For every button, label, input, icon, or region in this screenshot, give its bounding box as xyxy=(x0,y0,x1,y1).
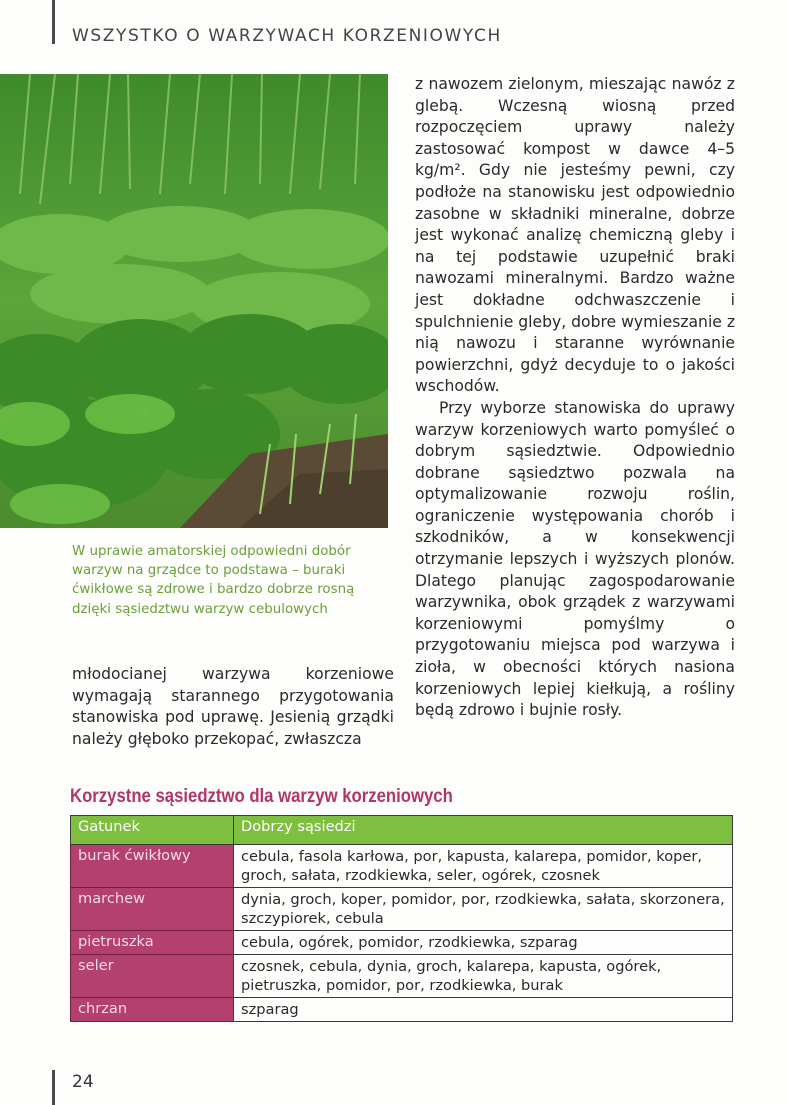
garden-photo-image xyxy=(0,74,388,528)
table-row xyxy=(71,955,733,998)
neighbors-cell: dynia, groch, koper, pomidor, por, rzodkiewka, sałata, skorzonera, szczypiorek, cebula xyxy=(234,888,733,931)
table-header-row xyxy=(71,816,733,845)
species-cell: burak ćwikłowy xyxy=(71,845,234,888)
neighbors-cell: cebula, ogórek, pomidor, rzodkiewka, szparag xyxy=(234,931,733,955)
photo-caption: W uprawie amatorskiej odpowiedni dobór warzyw na grządce to podstawa – buraki ćwikłowe są zdrowe i bardzo dobrze rosną dzięki sąsiedztwu warzyw cebulowych xyxy=(72,544,355,617)
neighbors-cell: cebula, fasola karłowa, por, kapusta, kalarepa, pomidor, koper, groch, sałata, rzodkiewka, seler, ogórek, czosnek xyxy=(234,845,733,888)
page-number: 24 xyxy=(72,1072,94,1092)
species-cell: chrzan xyxy=(71,998,234,1022)
neighbors-cell: czosnek, cebula, dynia, groch, kalarepa, kapusta, ogórek, pietruszka, pomidor, por, rzodkiewka, burak xyxy=(234,955,733,998)
garden-photo xyxy=(0,74,388,528)
table-row xyxy=(71,931,733,955)
running-header: WSZYSTKO O WARZYWACH KORZENIOWYCH xyxy=(72,26,502,46)
table-title: Korzystne sąsiedztwo dla warzyw korzeniowych xyxy=(70,786,453,807)
footer-rule xyxy=(52,1070,55,1105)
column-header-species: Gatunek xyxy=(71,816,234,845)
header-rule xyxy=(52,0,55,44)
species-cell: seler xyxy=(71,955,234,998)
neighbors-cell: szparag xyxy=(234,998,733,1022)
species-cell: pietruszka xyxy=(71,931,234,955)
body-column-left xyxy=(72,664,394,750)
table-row xyxy=(71,845,733,888)
body-paragraph: z nawozem zielonym, mieszając nawóz z glebą. Wczesną wiosną przed rozpoczęciem uprawy należy zastosować kompost w dawce 4–5 kg/m². Gdy nie jesteśmy pewni, czy podłoże na stanowisku jest odpowiednio zasobne w składniki mineralne, dobrze jest wykonać analizę chemiczną gleby i na tej podstawie uzupełnić braki nawozami mineralnymi. Bardzo ważne jest dokładne odchwaszczenie i spulchnienie gleby, dobre wymieszanie z nią nawozu i staranne wyrównanie powierzchni, gdyż decyduje to o jakości wschodów. xyxy=(415,75,736,396)
neighbors-table xyxy=(70,815,733,1022)
body-paragraph: młodocianej warzywa korzeniowe wymagają starannego przygotowania stanowiska pod uprawę. Jesienią grządki należy głęboko przekopać, zwłaszcza xyxy=(72,665,394,748)
body-column-right xyxy=(415,74,735,722)
column-header-neighbors: Dobrzy sąsiedzi xyxy=(234,816,733,845)
body-paragraph: Przy wyborze stanowiska do uprawy warzyw korzeniowych warto pomyśleć o dobrym sąsiedztwie. Odpowiednio dobrane sąsiedztwo pozwala na optymalizowanie rozwoju roślin, ograniczenie występowania chorób i szkodników, a w konsekwencji otrzymanie lepszych i wyższych plonów. Dlatego planując zagospodarowanie warzywnika, obok grządek z warzywami korzeniowymi pomyślmy o przygotowaniu miejsca pod warzywa i zioła, w obecności których nasiona korzeniowych lepiej kiełkują, a rośliny będą zdrowo i bujnie rosły. xyxy=(415,398,735,720)
species-cell: marchew xyxy=(71,888,234,931)
table-row xyxy=(71,888,733,931)
table-row xyxy=(71,998,733,1022)
